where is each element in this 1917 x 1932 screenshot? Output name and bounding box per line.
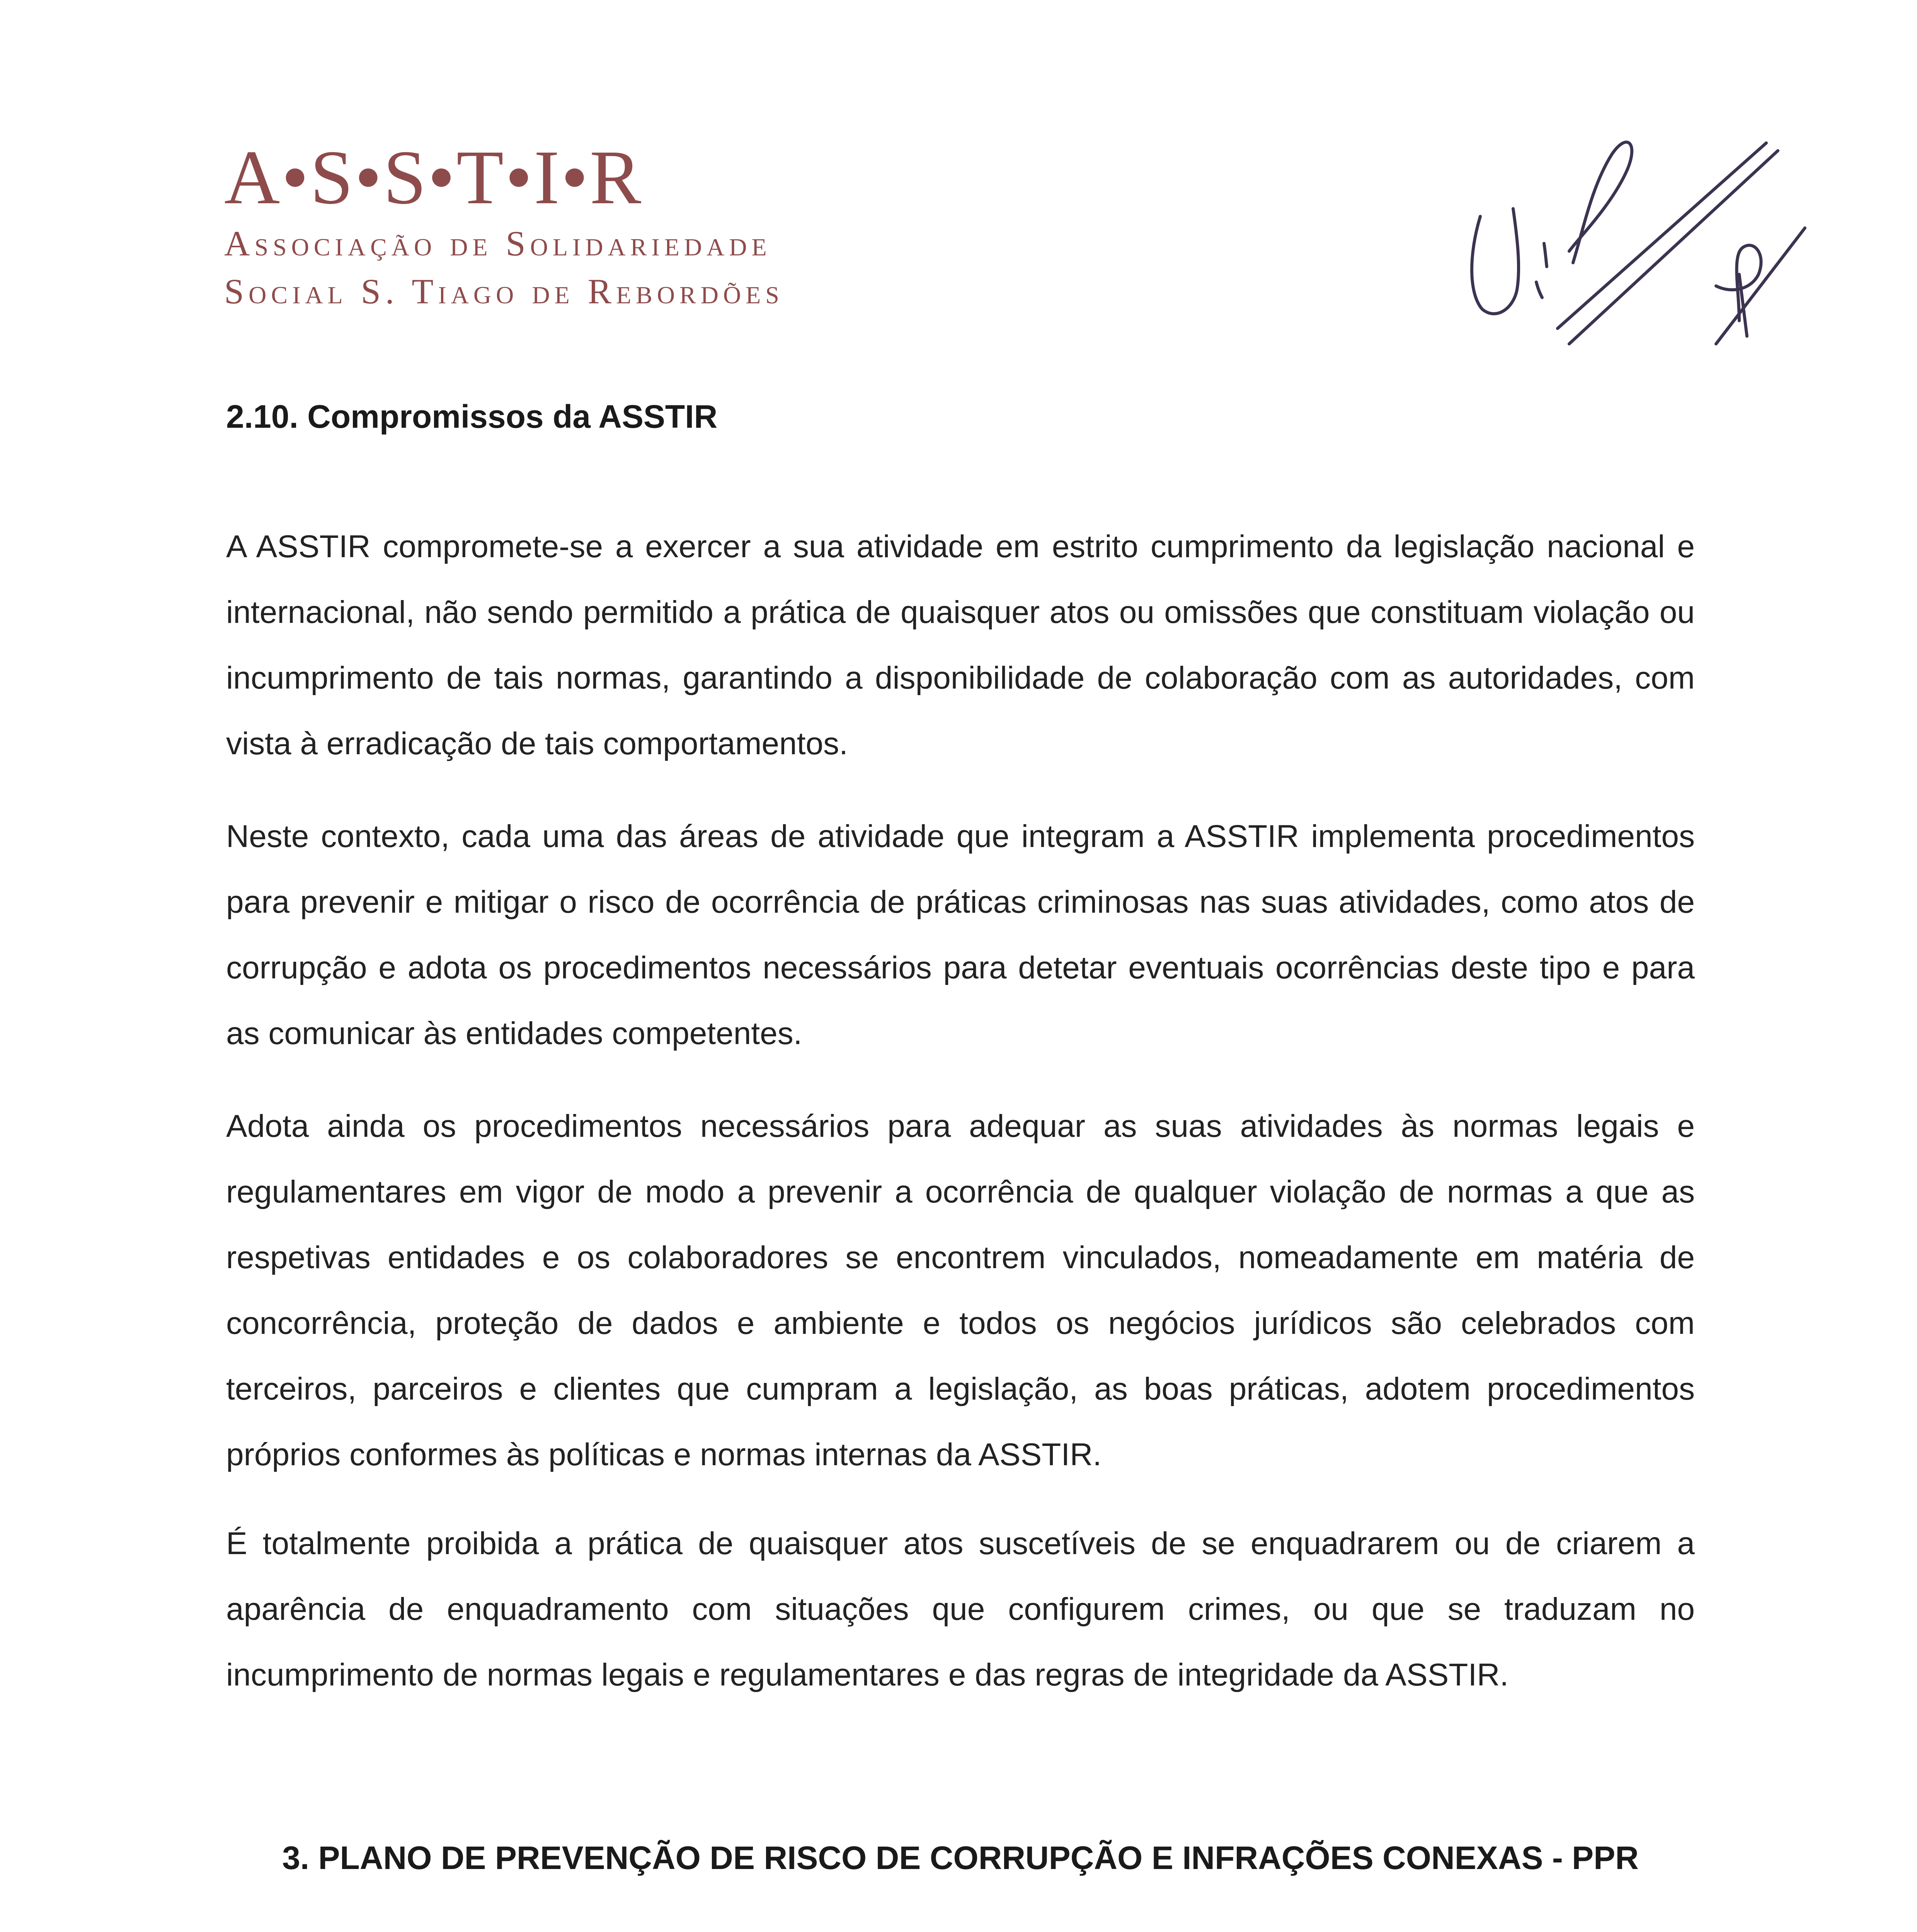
org-name-line-2: Social S. Tiago de Rebordões — [224, 271, 784, 311]
handwritten-signature — [1445, 128, 1832, 398]
paragraph-text: A ASSTIR compromete-se a exercer a sua atividade em estrito cumprimento da legislação nacional e internacional, não sendo permitido a prática de quaisquer atos ou omissões que constituam violação ou incumprimento de tais normas, garantindo a disponibilidade de colaboração com as autoridades, com vista à erradicação de tais comportamentos. — [226, 529, 1695, 761]
org-logo: A•S•S•T•I•R — [224, 135, 643, 220]
paragraph-2-10-4 — [226, 1511, 1695, 1708]
section-3-heading: 3. PLANO DE PREVENÇÃO DE RISCO DE CORRUPÇÃO E INFRAÇÕES CONEXAS - PPR — [282, 1840, 1639, 1876]
paragraph-2-10-3 — [226, 1094, 1695, 1488]
paragraph-text: Neste contexto, cada uma das áreas de atividade que integram a ASSTIR implementa procedimentos para prevenir e mitigar o risco de ocorrência de práticas criminosas nas suas atividades, como atos de corrupção e adota os procedimentos necessários para detetar eventuais ocorrências deste tipo e para as comunicar às entidades competentes. — [226, 819, 1695, 1051]
section-2-10-heading-wrap — [226, 398, 1695, 435]
org-name-line-1: Associação de Solidariedade — [224, 224, 771, 263]
section-heading: 2.10. Compromissos da ASSTIR — [226, 398, 718, 435]
header-logo-block — [224, 135, 958, 312]
paragraph-2-10-1 — [226, 514, 1695, 777]
paragraph-2-10-2 — [226, 804, 1695, 1066]
paragraph-text: Adota ainda os procedimentos necessários para adequar as suas atividades às normas legais e regulamentares em vigor de modo a prevenir a ocorrência de qualquer violação de normas a que as respetivas entidades e os colaboradores se encontrem vinculados, nomeadamente em matéria de concorrência, proteção de dados e ambiente e todos os negócios jurídicos são celebrados com terceiros, parceiros e clientes que cumpram a legislação, as boas práticas, adotem procedimentos próprios conformes às políticas e normas internas da ASSTIR. — [226, 1109, 1695, 1472]
paragraph-text: É totalmente proibida a prática de quaisquer atos suscetíveis de se enquadrarem ou de criarem a aparência de enquadramento com situações que configurem crimes, ou que se traduzam no incumprimento de normas legais e regulamentares e das regras de integridade da ASSTIR. — [226, 1526, 1695, 1692]
